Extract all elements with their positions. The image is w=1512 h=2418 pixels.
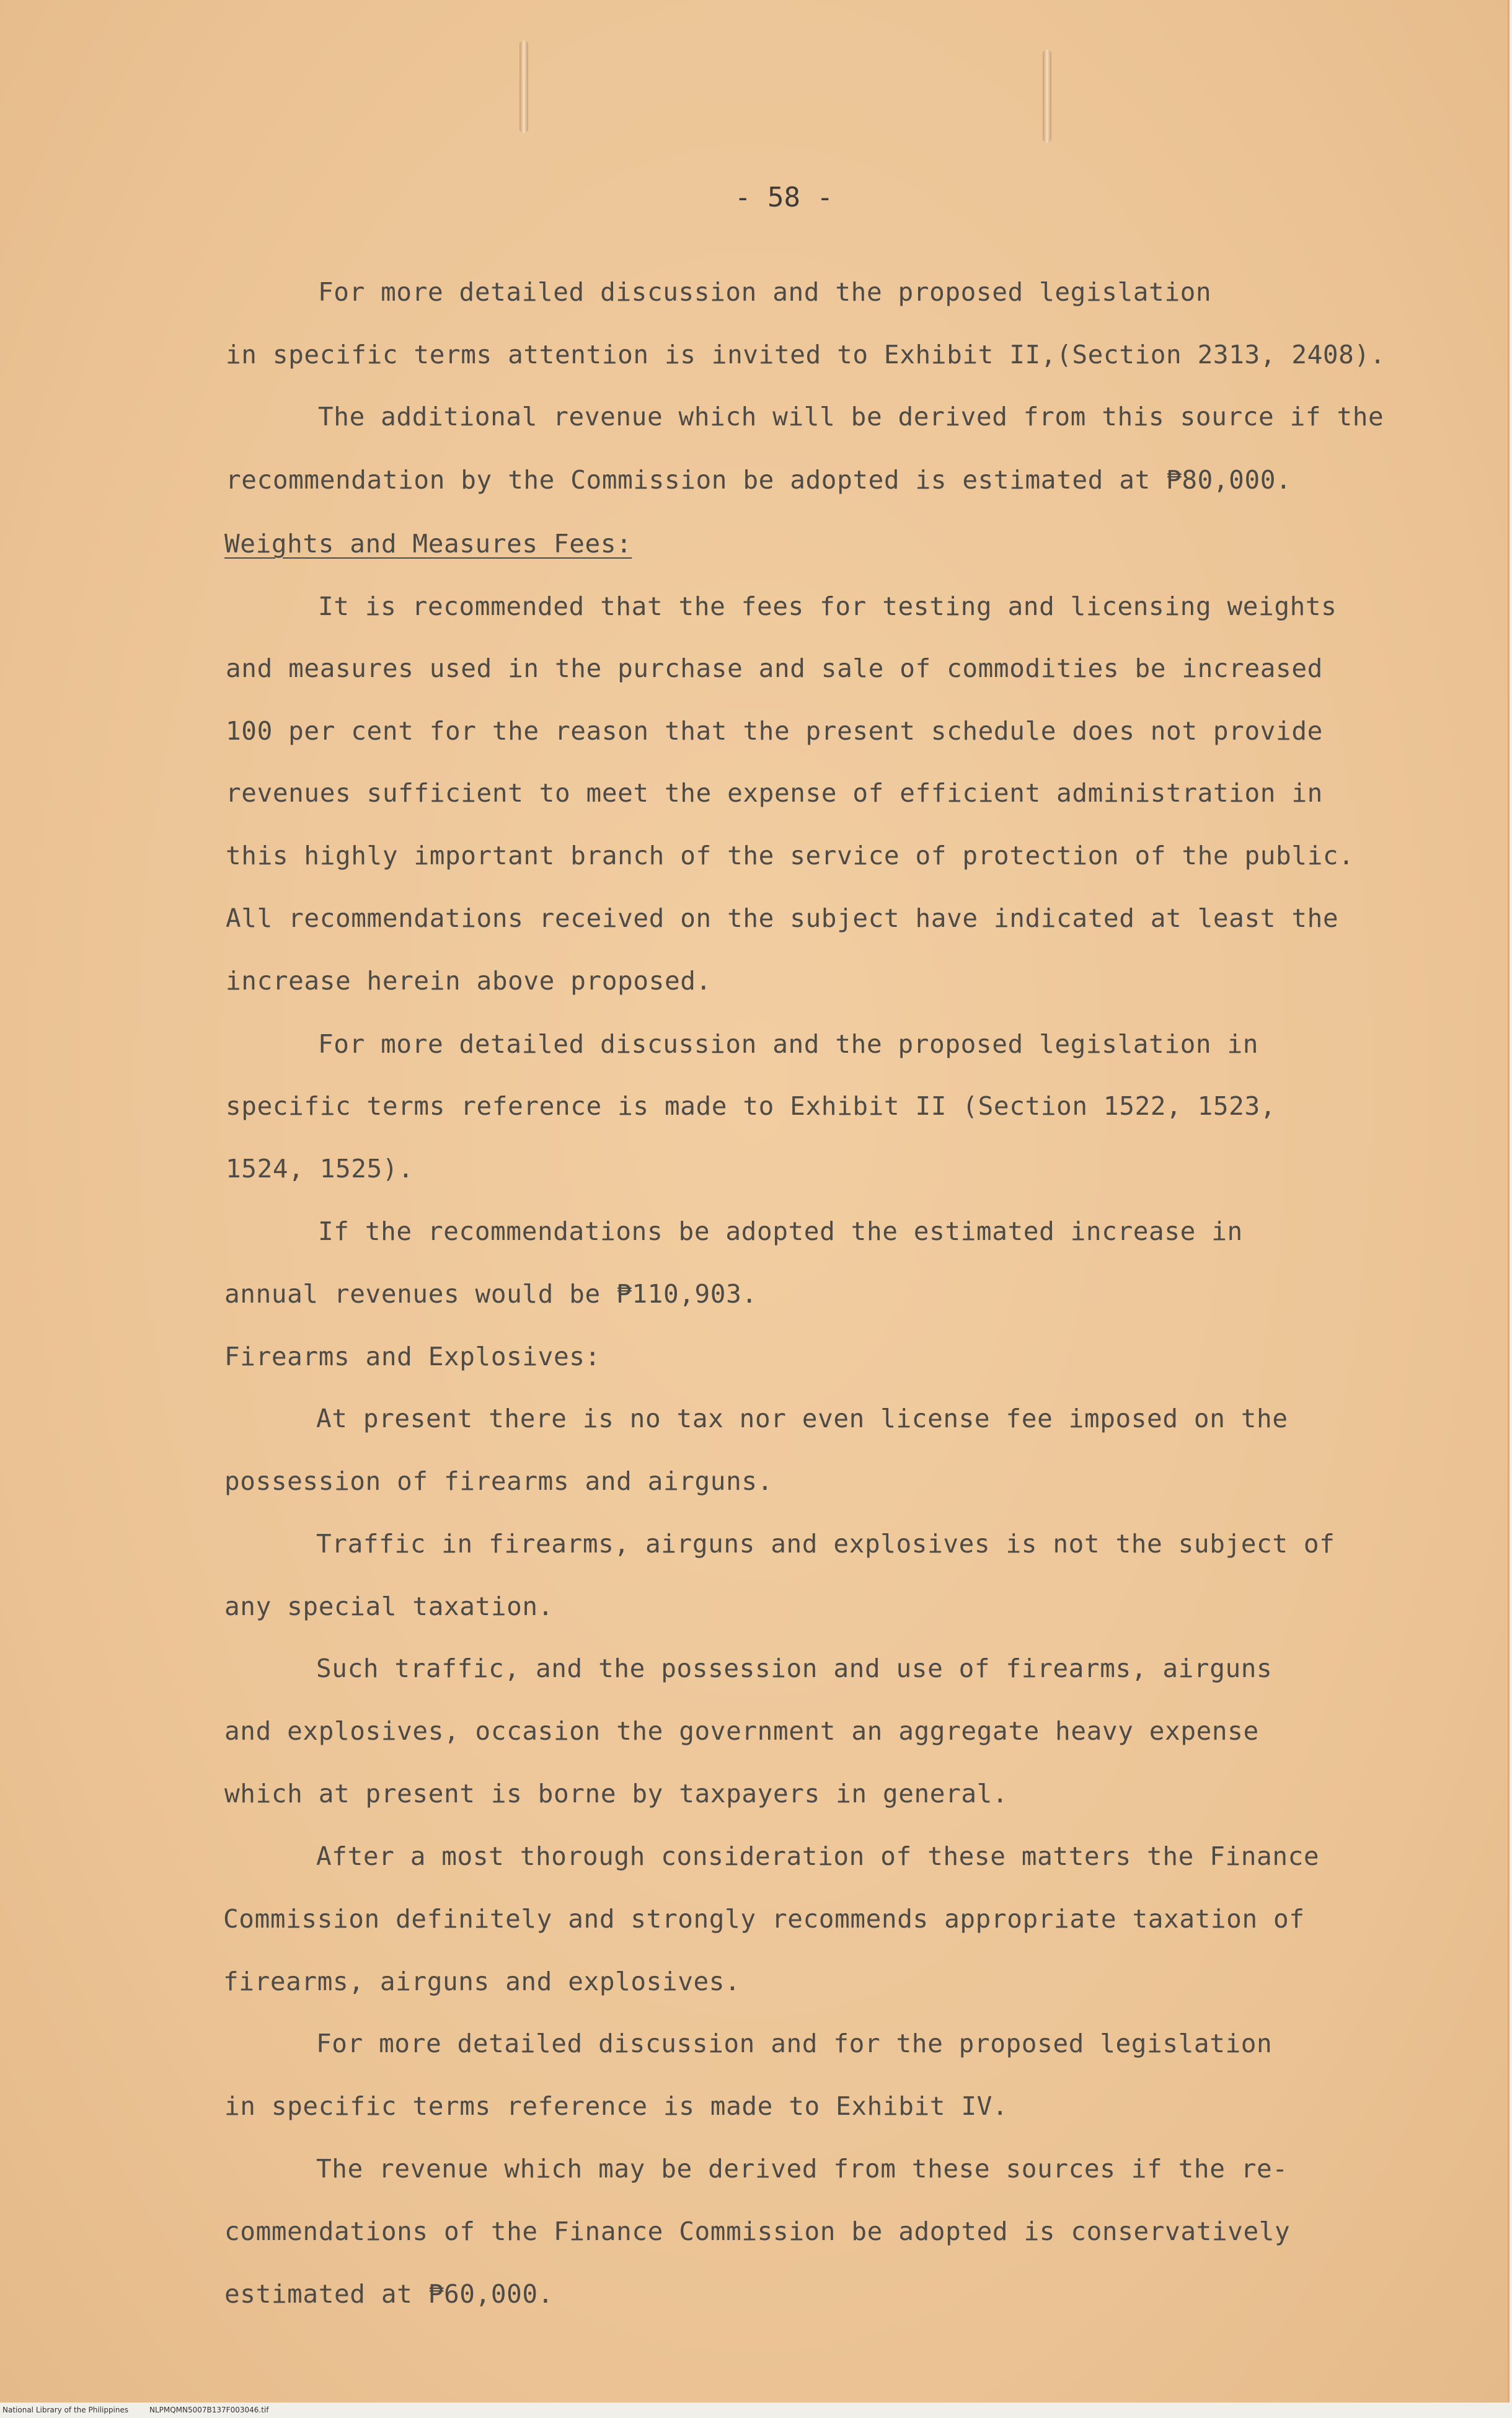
text-line: For more detailed discussion and the proposed legislation in — [318, 1029, 1259, 1059]
text-line: For more detailed discussion and for the proposed legislation — [316, 2029, 1273, 2058]
file-identifier: NLPMQMN5007B137F003046.tif — [149, 2406, 269, 2414]
text-line: Such traffic, and the possession and use of firearms, airguns — [316, 1654, 1273, 1683]
text-line: It is recommended that the fees for testing and licensing weights — [318, 591, 1337, 621]
page-number: - 58 - — [735, 182, 833, 213]
text-line: possession of firearms and airguns. — [224, 1466, 773, 1496]
text-line: 1524, 1525). — [226, 1154, 414, 1184]
text-line: annual revenues would be ₱110,903. — [224, 1279, 758, 1309]
text-line: If the recommendations be adopted the estimated increase in — [318, 1216, 1243, 1246]
text-line: 100 per cent for the reason that the present schedule does not provide — [226, 716, 1323, 746]
scan-footer — [2, 2406, 287, 2414]
text-line: specific terms reference is made to Exhibit II (Section 1522, 1523, — [226, 1091, 1276, 1121]
text-line: estimated at ₱60,000. — [224, 2279, 554, 2309]
text-line: recommendation by the Commission be adopted is estimated at ₱80,000. — [226, 465, 1292, 495]
library-credit: National Library of the Philippines — [2, 2406, 129, 2414]
text-line: The revenue which may be derived from these sources if the re- — [316, 2154, 1288, 2184]
text-line: Commission definitely and strongly recommends appropriate taxation of — [223, 1904, 1305, 1934]
text-line: this highly important branch of the service of protection of the public. — [226, 841, 1355, 870]
section-heading-firearms: Firearms and Explosives: — [224, 1342, 601, 1371]
text-line: For more detailed discussion and the proposed legislation — [318, 277, 1212, 307]
text-line: in specific terms reference is made to Exhibit IV. — [224, 2091, 1009, 2121]
text-line: any special taxation. — [224, 1592, 554, 1621]
punch-hole-right — [1043, 50, 1051, 143]
text-line: All recommendations received on the subject have indicated at least the — [226, 903, 1339, 933]
text-line: and measures used in the purchase and sale of commodities be increased — [226, 653, 1323, 683]
text-line: in specific terms attention is invited to Exhibit II,(Section 2313, 2408). — [226, 340, 1386, 370]
text-line: commendations of the Finance Commission be adopted is conservatively — [224, 2216, 1291, 2246]
text-line: firearms, airguns and explosives. — [223, 1967, 741, 1996]
text-line: increase herein above proposed. — [226, 966, 712, 996]
text-line: and explosives, occasion the government an aggregate heavy expense — [224, 1716, 1259, 1746]
text-line: The additional revenue which will be derived from this source if the — [318, 402, 1384, 432]
text-line: At present there is no tax nor even license fee imposed on the — [316, 1404, 1288, 1433]
section-heading-weights-measures: Weights and Measures Fees: — [224, 529, 632, 559]
punch-hole-left — [519, 40, 528, 133]
text-line: which at present is borne by taxpayers in general. — [224, 1779, 1009, 1809]
text-line: Traffic in firearms, airguns and explosives is not the subject of — [316, 1529, 1335, 1559]
text-line: revenues sufficient to meet the expense of efficient administration in — [226, 778, 1323, 808]
text-line: After a most thorough consideration of these matters the Finance — [316, 1841, 1320, 1871]
